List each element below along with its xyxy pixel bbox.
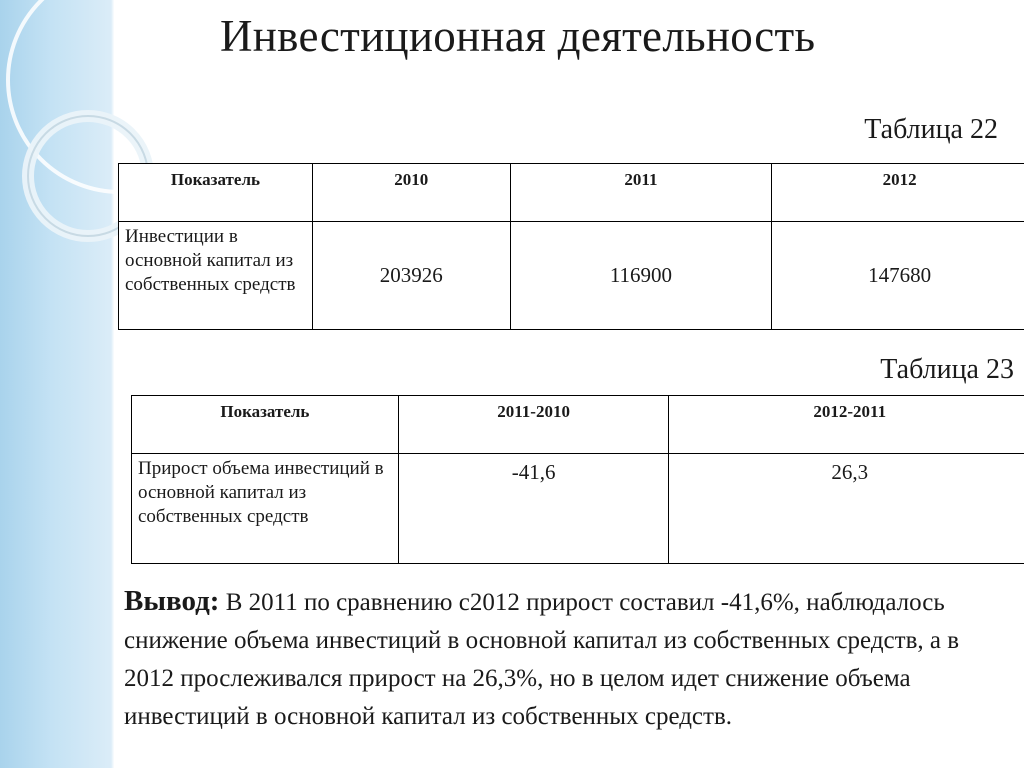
table-cell: 203926 <box>312 222 510 330</box>
table-23 <box>131 395 1024 564</box>
column-header: Показатель <box>132 396 399 454</box>
conclusion-lead: Вывод: <box>124 585 220 617</box>
table-22 <box>118 163 1024 330</box>
conclusion-paragraph <box>124 582 1004 736</box>
column-header: 2012-2011 <box>669 396 1024 454</box>
table-cell: -41,6 <box>398 454 669 564</box>
column-header: Показатель <box>119 164 313 222</box>
table-22-header-row <box>119 164 1024 222</box>
table-23-header-row <box>132 396 1024 454</box>
table-row <box>119 222 1024 330</box>
slide-title: Инвестиционная деятельность <box>220 11 816 61</box>
conclusion-text: В 2011 по сравнению с2012 прирост составил -41,6%, наблюдалось снижение объема инвестиций в основной капитал из собственных средств, а в 2012 прослеживался прирост на 26,3%, но в целом идет снижение объема инвестиций в основной капитал из собственных средств. <box>124 589 960 730</box>
column-header: 2011-2010 <box>398 396 669 454</box>
table-cell: 26,3 <box>669 454 1024 564</box>
row-label: Инвестиции в основной капитал из собственных средств <box>119 222 313 330</box>
column-header: 2010 <box>312 164 510 222</box>
column-header: 2011 <box>510 164 772 222</box>
table-23-caption: Таблица 23 <box>880 354 1014 385</box>
table-cell: 147680 <box>772 222 1024 330</box>
table-22-caption: Таблица 22 <box>864 114 998 145</box>
table-row <box>132 454 1024 564</box>
table-cell: 116900 <box>510 222 772 330</box>
row-label: Прирост объема инвестиций в основной капитал из собственных средств <box>132 454 399 564</box>
column-header: 2012 <box>772 164 1024 222</box>
